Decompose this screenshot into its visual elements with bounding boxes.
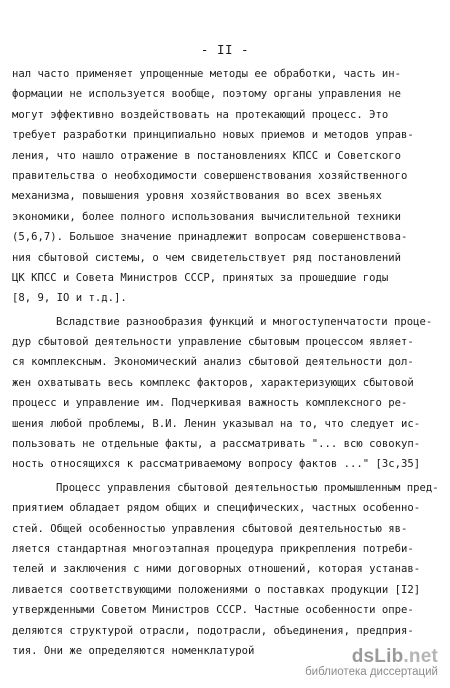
text-line: ливается соответствующими положениями о поставках продукции [I2] bbox=[12, 583, 421, 596]
watermark-brand bbox=[305, 646, 438, 668]
text-line: Процесс управления сбытовой деятельностью промышленным пред- bbox=[56, 481, 439, 494]
text-line: телей и заключения с ними договорных отношений, которая устанав- bbox=[12, 563, 421, 576]
text-line: (5,6,7). Большое значение принадлежит вопросам совершенствова- bbox=[12, 231, 408, 244]
text-line: ЦК КПСС и Совета Министров СССР, принятых за прошедшие годы bbox=[12, 271, 389, 284]
text-line: экономики, более полного использования вычислительной техники bbox=[12, 210, 402, 223]
text-line: могут эффективно воздействовать на протекающий процесс. Это bbox=[12, 108, 389, 121]
text-line: процесс и управление им. Подчеркивая важность комплексного ре- bbox=[12, 397, 408, 410]
text-line: пользовать не отдельные факты, а рассматривать "... всю совокуп- bbox=[12, 438, 421, 451]
text-line: ляется стандартная многоэтапная процедура прикрепления потреби- bbox=[12, 542, 414, 555]
text-line: утвержденными Советом Министров СССР. Частные особенности опре- bbox=[12, 604, 414, 617]
text-line: нал часто применяет упрощенные методы ее обработки, часть ин- bbox=[12, 68, 402, 80]
text-line: правительства о необходимости совершенствования хозяйственного bbox=[12, 169, 408, 182]
watermark-logo bbox=[305, 646, 438, 678]
text-line: шения любой проблемы, В.И. Ленин указывал на то, что следует ис- bbox=[12, 417, 421, 430]
text-line: механизма, повышения уровня хозяйствования во всех звеньях bbox=[12, 190, 382, 203]
text-line: Всладствие разнообразия функций и многоступенчатости проце- bbox=[56, 315, 433, 328]
text-line: приятием обладает рядом общих и специфических, частных особенно- bbox=[12, 502, 421, 515]
text-line: ся комплексным. Экономический анализ сбытовой деятельности дол- bbox=[12, 356, 414, 369]
text-line: формации не используется вообще, поэтому органы управления не bbox=[12, 88, 402, 101]
text-line: ления, что нашло отражение в постановлениях КПСС и Советского bbox=[12, 149, 402, 162]
watermark-brand-main: dsLib bbox=[351, 646, 404, 667]
text-line: требует разработки принципиально новых приемов и методов управ- bbox=[12, 129, 414, 142]
text-line: ния сбытовой системы, о чем свидетельствует ряд постановлений bbox=[12, 251, 402, 264]
page-number: - II - bbox=[200, 42, 250, 57]
watermark-brand-suffix: .net bbox=[403, 646, 438, 667]
text-line: деляются структурой отрасли, подотрасли, объединения, предприя- bbox=[12, 624, 414, 637]
text-line: ность относящихся к рассматриваемому вопросу фактов ..." [3с,35] bbox=[12, 458, 421, 471]
text-line: тия. Они же определяются номенклатурой bbox=[12, 644, 255, 657]
text-line: [8, 9, IO и т.д.]. bbox=[12, 292, 127, 305]
text-line: стей. Общей особенностью управления сбытовой деятельностью яв- bbox=[12, 522, 408, 535]
text-line: жен охватывать весь комплекс факторов, характеризующих сбытовой bbox=[12, 376, 414, 389]
text-line: дур сбытовой деятельности управление сбытовым процессом являет- bbox=[12, 336, 414, 349]
watermark-subtitle: библиотека диссертаций bbox=[305, 666, 438, 678]
body-text bbox=[12, 64, 444, 661]
